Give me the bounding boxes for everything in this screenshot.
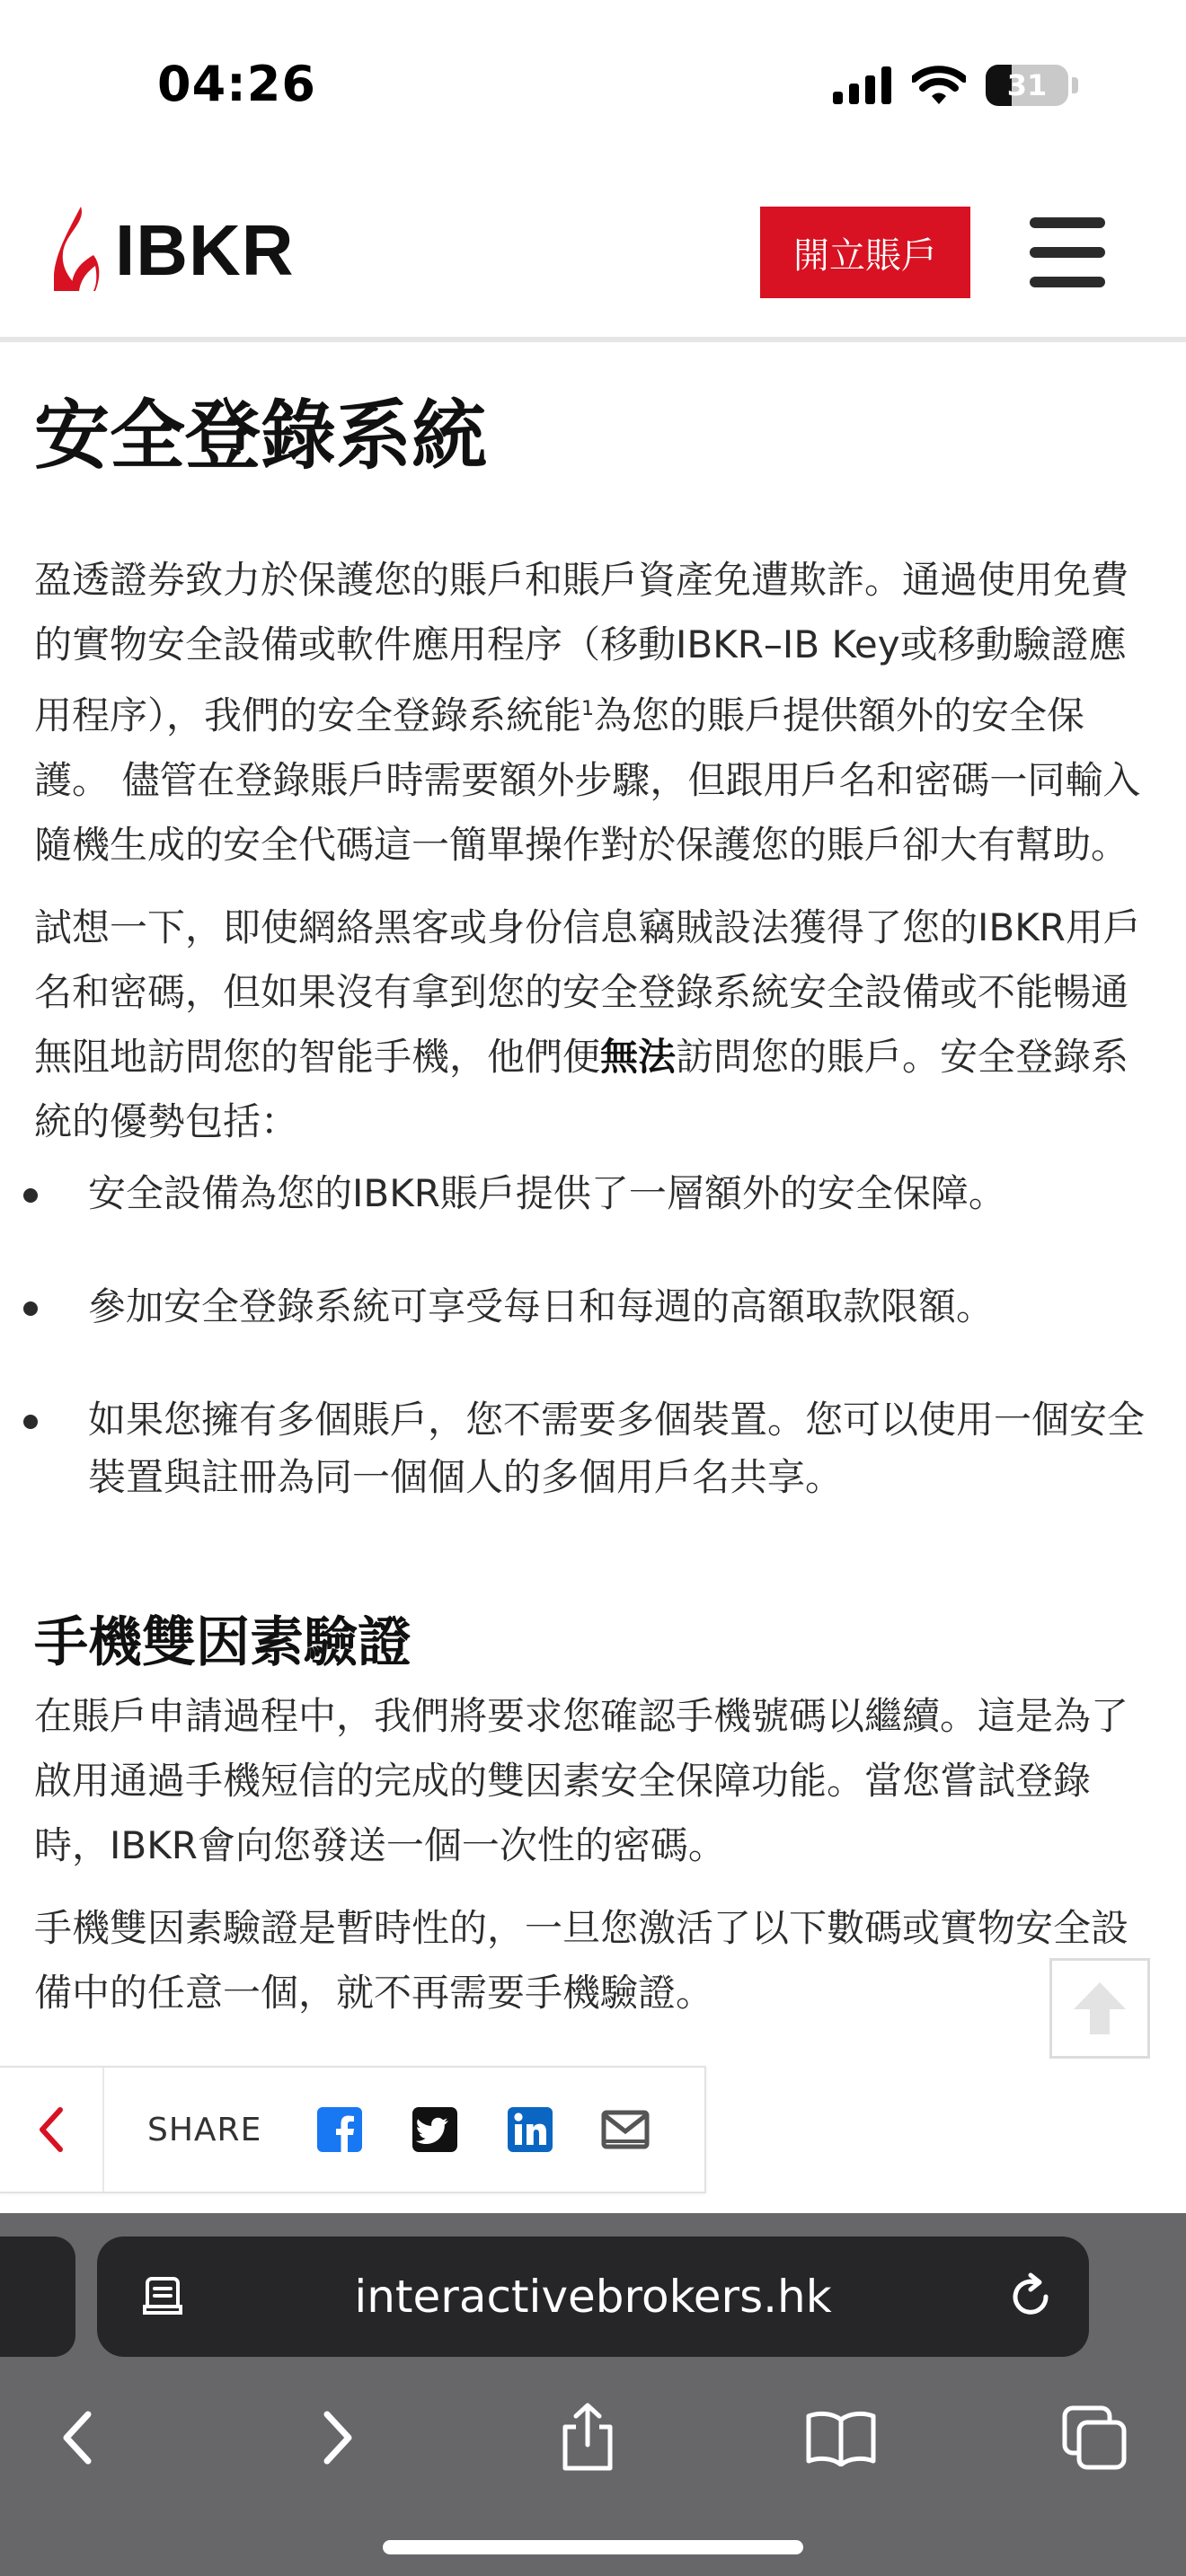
scenario-paragraph	[34, 895, 1157, 1154]
browser-nav-row	[0, 2380, 1186, 2495]
scenario-text-rest: 訪問您的賬戶。安全登錄系統的優勢包括：	[34, 1035, 1129, 1143]
linkedin-icon[interactable]	[506, 2105, 554, 2154]
emphasis-text: 無法	[600, 1035, 677, 1079]
battery-cap	[1072, 77, 1078, 93]
chevron-left-icon	[37, 2106, 66, 2153]
site-header	[0, 171, 1186, 342]
back-icon[interactable]	[32, 2380, 122, 2495]
facebook-icon[interactable]	[315, 2105, 364, 2154]
benefits-list	[34, 1165, 1157, 1506]
share-icon[interactable]	[543, 2380, 633, 2495]
url-text: interactivebrokers.hk	[354, 2271, 832, 2323]
intro-text-rest: 為您的賬戶提供額外的安全保護。 儘管在登錄賬戶時需要額外步驟，但跟用戶名和密碼一同輸入隨機生成的安全代碼這一簡單操作對於保護您的賬戶卻大有幫助。	[34, 693, 1141, 867]
email-icon[interactable]	[601, 2105, 650, 2154]
url-bar[interactable]	[97, 2236, 1089, 2357]
hamburger-menu-icon[interactable]	[1030, 217, 1105, 287]
share-label: SHARE	[147, 2111, 262, 2148]
tabs-icon[interactable]	[1049, 2380, 1139, 2495]
share-bar	[0, 2066, 706, 2193]
home-indicator[interactable]	[383, 2540, 803, 2554]
forward-icon[interactable]	[293, 2380, 383, 2495]
list-item: 如果您擁有多個賬戶，您不需要多個裝置。您可以使用一個安全裝置與註冊為同一個個人的多個用戶名共享。	[34, 1391, 1157, 1506]
previous-tab-preview[interactable]	[0, 2236, 75, 2357]
bookmarks-icon[interactable]	[796, 2380, 886, 2495]
ibkr-flame-logo-icon	[54, 207, 110, 295]
scenario-text: 試想一下，即使網絡黑客或身份信息竊賊設法獲得了您的IBKR用戶名和密碼，但如果沒有拿到您的安全登錄系統安全設備或不能暢通無阻地訪問您的智能手機，他們便	[34, 905, 1141, 1079]
wifi-icon	[912, 66, 966, 105]
temporary-2fa-paragraph: 手機雙因素驗證是暫時性的，一旦您激活了以下數碼或實物安全設備中的任意一個，就不再需要手機驗證。	[34, 1906, 1129, 2015]
menu-line	[1030, 217, 1105, 228]
arrow-up-icon	[1068, 1977, 1131, 2040]
status-icons	[833, 63, 1078, 108]
cellular-signal-icon	[833, 66, 892, 104]
ibkr-logo[interactable]	[54, 207, 295, 295]
mobile-2fa-paragraph: 在賬戶申請過程中，我們將要求您確認手機號碼以繼續。這是為了啟用通過手機短信的完成的雙因素安全保障功能。當您嘗試登錄時，IBKR會向您發送一個一次性的密碼。	[34, 1694, 1129, 1867]
list-item: 安全設備為您的IBKR賬戶提供了一層額外的安全保障。	[34, 1165, 1157, 1222]
footnote-marker[interactable]: 1	[581, 698, 595, 720]
status-bar	[0, 0, 1186, 171]
list-item: 參加安全登錄系統可享受每日和每週的高額取款限額。	[34, 1278, 1157, 1336]
status-time: 04:26	[157, 56, 316, 112]
battery-level: 31	[1006, 68, 1048, 102]
intro-text: 盈透證券致力於保護您的賬戶和賬戶資產免遭欺詐。通過使用免費的實物安全設備或軟件應用程序（移動IBKR–IB Key或移動驗證應用程序），我們的安全登錄系統能	[34, 558, 1129, 737]
share-collapse-button[interactable]	[0, 2068, 104, 2192]
page-title: 安全登錄系統	[34, 392, 488, 480]
section-title: 手機雙因素驗證	[34, 1611, 412, 1674]
browser-toolbar	[0, 2213, 1186, 2576]
logo-text: IBKR	[115, 210, 295, 290]
intro-paragraph	[34, 548, 1157, 878]
menu-line	[1030, 247, 1105, 258]
reload-icon[interactable]	[1006, 2272, 1055, 2321]
battery-icon	[986, 65, 1068, 106]
menu-line	[1030, 277, 1105, 287]
back-to-top-button[interactable]	[1049, 1958, 1150, 2059]
twitter-icon[interactable]	[411, 2105, 459, 2154]
open-account-button[interactable]: 開立賬戶	[760, 207, 970, 298]
article	[34, 386, 1157, 2025]
